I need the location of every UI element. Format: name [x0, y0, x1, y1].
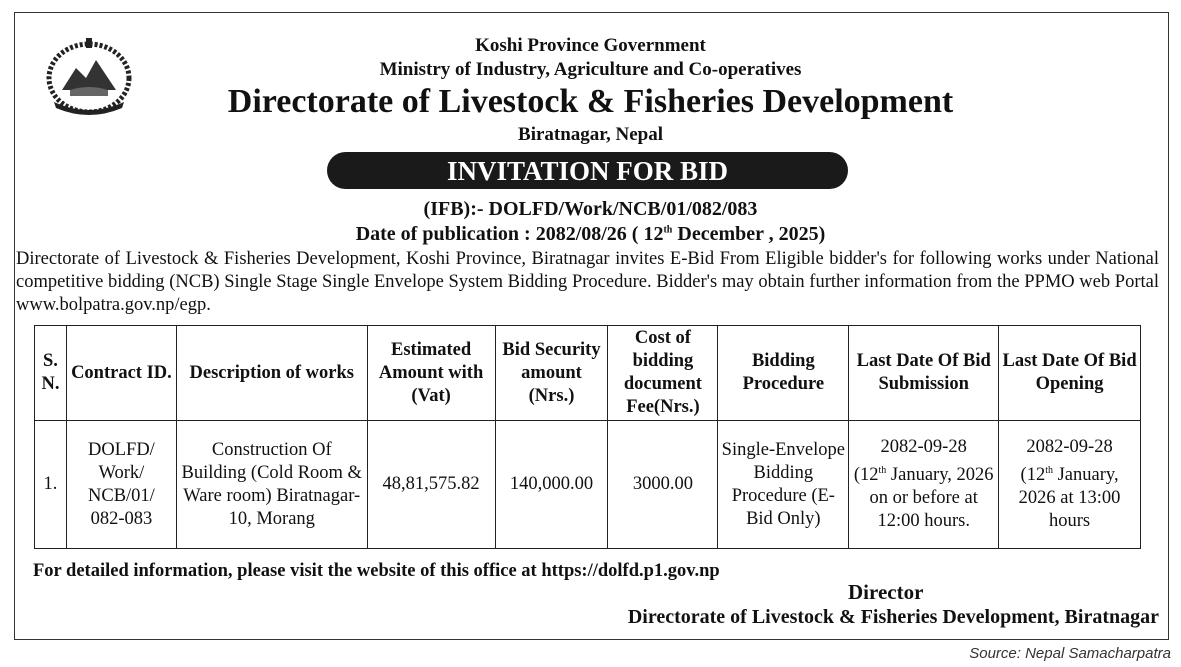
- col-sn: S. N.: [35, 326, 67, 421]
- opening-day: (12: [1020, 465, 1046, 486]
- location: Biratnagar, Nepal: [518, 124, 663, 145]
- invitation-paragraph: Directorate of Livestock & Fisheries Development, Koshi Province, Biratnagar invites E-Bid From Eligible bidder's for following works under National competitive bidding (NCB) Single Stage Single Envelope System Bidding Procedure. Bidder's may obtain further information from the PPMO web Portal www.bolpatra.gov.np/egp.: [16, 249, 1159, 315]
- invitation-banner: INVITATION FOR BID: [327, 152, 848, 189]
- cell-opening: [999, 421, 1141, 549]
- col-estimated: Estimated Amount with (Vat): [367, 326, 495, 421]
- col-fee: Cost of bidding document Fee(Nrs.): [608, 326, 718, 421]
- cell-procedure: Single-Envelope Bidding Procedure (E-Bid Only): [718, 421, 849, 549]
- cell-fee: 3000.00: [608, 421, 718, 549]
- cell-estimated: 48,81,575.82: [367, 421, 495, 549]
- col-contract-id: Contract ID.: [66, 326, 176, 421]
- ordinal: th: [878, 464, 887, 476]
- ordinal: th: [1045, 464, 1053, 476]
- cell-sn: 1.: [35, 421, 67, 549]
- ordinal: th: [663, 224, 673, 236]
- website-info: For detailed information, please visit the website of this office at https://dolfd.p1.gov.np: [33, 561, 720, 581]
- submission-detail: January, 2026 on or before at 12:00 hours.: [869, 465, 994, 532]
- col-security: Bid Security amount (Nrs.): [495, 326, 608, 421]
- signatory-title: Director: [848, 580, 924, 604]
- col-procedure: Bidding Procedure: [718, 326, 849, 421]
- publication-date: [0, 223, 1181, 246]
- source-credit: Source: Nepal Samacharpatra: [969, 645, 1171, 662]
- signatory-office: Directorate of Livestock & Fisheries Development, Biratnagar: [627, 606, 1159, 628]
- col-opening: Last Date Of Bid Opening: [999, 326, 1141, 421]
- ifb-number: (IFB):- DOLFD/Work/NCB/01/082/083: [423, 198, 758, 220]
- opening-detail: January, 2026 at 13:00 hours: [1018, 465, 1121, 532]
- col-description: Description of works: [176, 326, 367, 421]
- cell-contract-id: DOLFD/ Work/ NCB/01/ 082-083: [66, 421, 176, 549]
- publication-date-suffix: December , 2025): [672, 223, 826, 245]
- ministry-name: Ministry of Industry, Agriculture and Co-operatives: [379, 59, 802, 80]
- works-table: [34, 325, 1141, 549]
- government-name: Koshi Province Government: [475, 35, 706, 56]
- submission-date: 2082-09-28: [880, 436, 967, 457]
- cell-description: Construction Of Building (Cold Room & Ware room) Biratnagar-10, Morang: [176, 421, 367, 549]
- table-row: [35, 421, 1141, 549]
- publication-date-prefix: Date of publication : 2082/08/26 ( 12: [355, 223, 664, 245]
- cell-security: 140,000.00: [495, 421, 608, 549]
- cell-submission: [849, 421, 999, 549]
- submission-day: (12: [853, 465, 879, 486]
- directorate-title: Directorate of Livestock & Fisheries Development: [227, 83, 954, 120]
- table-header-row: [35, 326, 1141, 421]
- opening-date: 2082-09-28: [1026, 436, 1113, 457]
- col-submission: Last Date Of Bid Submission: [849, 326, 999, 421]
